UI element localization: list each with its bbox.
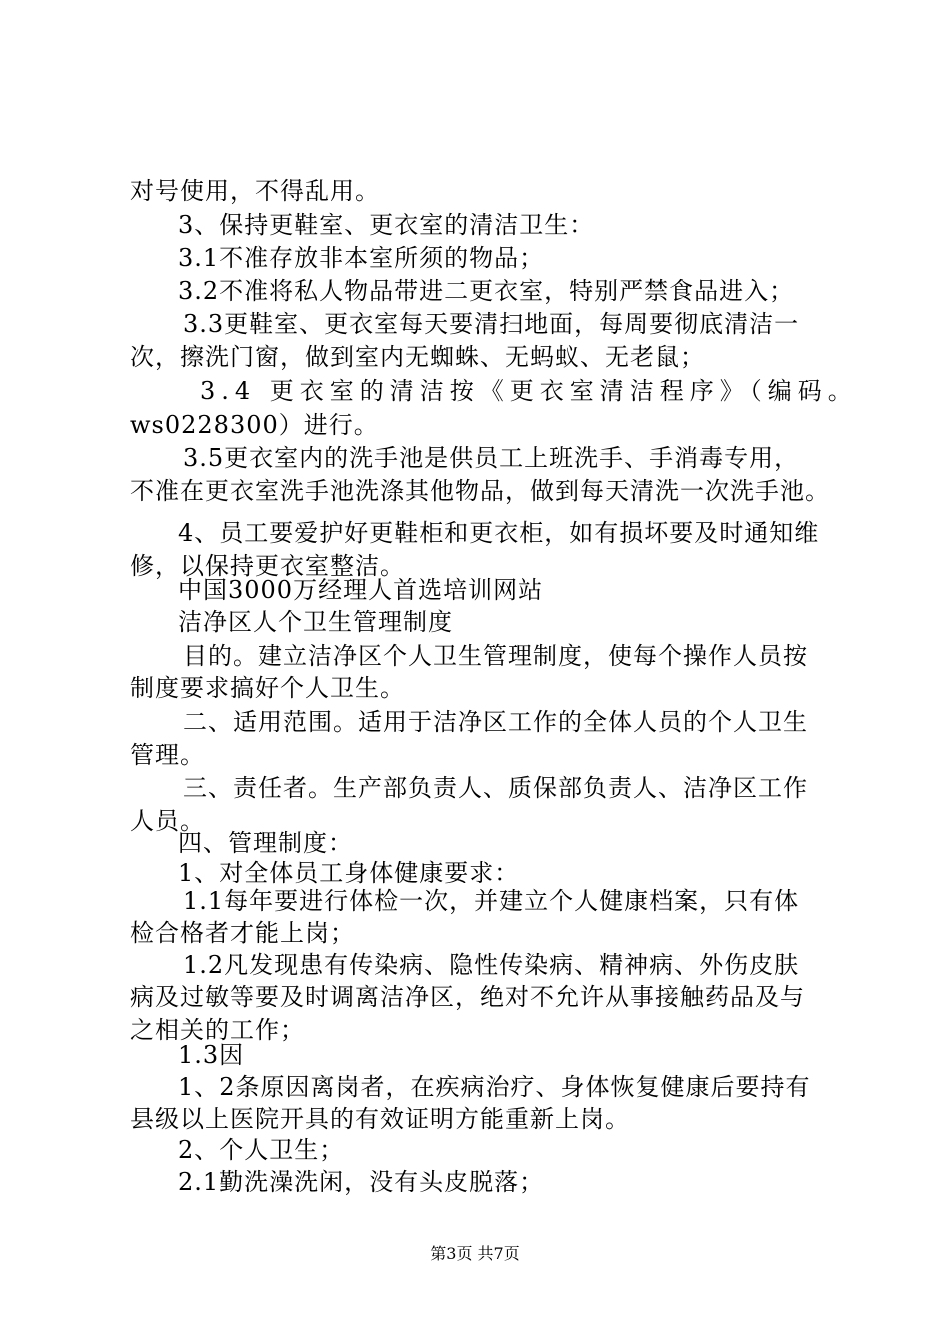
page-footer: 第3页 共7页 [430, 1244, 520, 1263]
text-line: 目的。建立洁净区个人卫生管理制度，使每个操作人员按 [183, 642, 808, 670]
text-line: 1.2凡发现患有传染病、隐性传染病、精神病、外伤皮肤 [183, 951, 800, 979]
text-line: 1.1每年要进行体检一次，并建立个人健康档案，只有体 [183, 887, 800, 915]
text-line: 1、2条原因离岗者，在疾病治疗、身体恢复健康后要持有 [178, 1073, 811, 1101]
text-line: 之相关的工作； [130, 1016, 305, 1044]
text-line: 3、保持更鞋室、更衣室的清洁卫生： [178, 211, 595, 239]
text-line: 四、管理制度： [178, 829, 353, 857]
text-line: 1.3因 [178, 1041, 245, 1069]
text-line: 3.2不准将私人物品带进二更衣室，特别严禁食品进入； [178, 277, 795, 305]
text-line: 3.1不准存放非本室所须的物品； [178, 244, 545, 272]
text-line: 洁净区人个卫生管理制度 [178, 608, 453, 636]
text-line: ws0228300）进行。 [130, 411, 379, 439]
text-line: 修，以保持更衣室整洁。 [130, 552, 405, 580]
text-line: 二、适用范围。适用于洁净区工作的全体人员的个人卫生 [183, 708, 808, 736]
text-line: 3.3更鞋室、更衣室每天要清扫地面，每周要彻底清洁一 [183, 310, 800, 338]
text-line: 病及过敏等要及时调离洁净区，绝对不允许从事接触药品及与 [130, 983, 805, 1011]
text-line: 制度要求搞好个人卫生。 [130, 674, 405, 702]
text-line: 次，擦洗门窗，做到室内无蜘蛛、无蚂蚁、无老鼠； [130, 343, 705, 371]
text-line: 对号使用，不得乱用。 [130, 177, 380, 205]
text-line: 县级以上医院开具的有效证明方能重新上岗。 [130, 1105, 630, 1133]
text-line: 1、对全体员工身体健康要求： [178, 859, 520, 887]
text-line: 3.4 更衣室的清洁按《更衣室清洁程序》（编码。 [200, 377, 858, 405]
text-line: 3.5更衣室内的洗手池是供员工上班洗手、手消毒专用， [183, 444, 800, 472]
text-line: 中国3000万经理人首选培训网站 [178, 576, 544, 604]
text-line: 4、员工要爱护好更鞋柜和更衣柜，如有损坏要及时通知维 [178, 519, 820, 547]
text-line: 2.1勤洗澡洗闲，没有头皮脱落； [178, 1168, 545, 1196]
text-line: 三、责任者。生产部负责人、质保部负责人、洁净区工作 [183, 774, 808, 802]
text-line: 检合格者才能上岗； [130, 919, 355, 947]
text-line: 管理。 [130, 741, 205, 769]
text-line: 人员。 [130, 807, 205, 835]
text-line: 不准在更衣室洗手池洗涤其他物品，做到每天清洗一次洗手池。 [130, 477, 830, 505]
text-line: 2、个人卫生； [178, 1136, 345, 1164]
